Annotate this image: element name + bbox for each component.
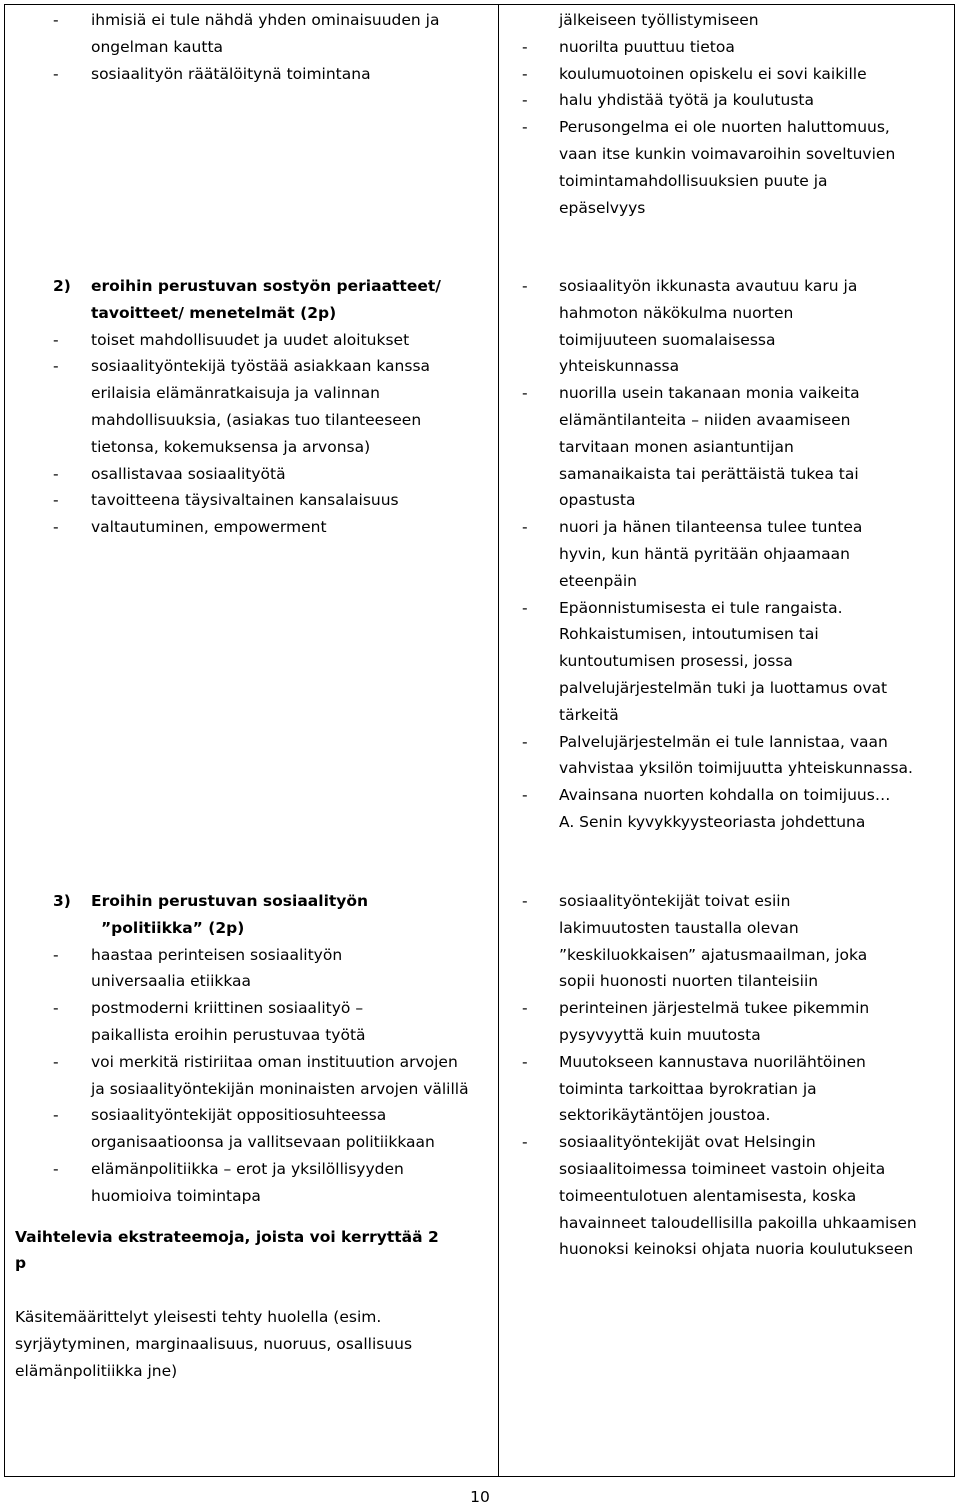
section2-heading-line1: eroihin perustuvan sostyön periaatteet/ <box>91 277 441 295</box>
list-item: - ihmisiä ei tule nähdä yhden ominaisuuden ja ongelman kautta <box>15 7 471 61</box>
section3-left <box>15 888 485 1385</box>
list-item: - nuorilta puuttuu tietoa <box>513 34 945 61</box>
list-item: - valtautuminen, empowerment <box>15 514 485 541</box>
section2-heading <box>15 273 485 327</box>
list-item: - sosiaalityön ikkunasta avautuu karu ja hahmoton näkökulma nuorten toimijuuteen suomalaisessa yhteiskunnassa <box>513 273 884 380</box>
section2-left <box>15 273 485 541</box>
page-number: 10 <box>470 1488 490 1506</box>
section3-right-list <box>513 888 945 1263</box>
section2-right <box>513 273 945 836</box>
list-item: - tavoitteena täysivaltainen kansalaisuus <box>15 487 485 514</box>
list-item: - sosiaalityöntekijät ovat Helsingin sosiaalitoimessa toimineet vastoin ohjeita toimeentulotuen alentamisesta, koska havainneet taloudellisilla pakoilla uhkaamisen huonoksi keinoksi ohjata nuoria koulutukseen <box>513 1129 939 1263</box>
list-item: - Epäonnistumisesta ei tule rangaista. Rohkaistumisen, intoutumisen tai kuntoutumisen prosessi, jossa palvelujärjestelmän tuki ja luottamus ovat tärkeitä <box>513 595 914 729</box>
list-item: - postmoderni kriittinen sosiaalityö – paikallista eroihin perustuvaa työtä <box>15 995 411 1049</box>
list-item: - sosiaalityön räätälöitynä toimintana <box>15 61 485 88</box>
section2-right-list <box>513 273 945 836</box>
continued-text: jälkeiseen työllistymiseen <box>559 11 759 29</box>
definitions-note: Käsitemäärittelyt yleisesti tehty huolella (esim. syrjäytyminen, marginaalisuus, nuoruus, osallisuus elämänpolitiikka jne) <box>15 1308 413 1380</box>
section1-right-list <box>513 34 945 222</box>
section3-heading-line2: ”politiikka” (2p) <box>101 918 245 937</box>
list-item: - voi merkitä ristiriitaa oman instituution arvojen ja sosiaalityöntekijän moninaisten arvojen välillä <box>15 1049 471 1103</box>
list-item: - elämänpolitiikka – erot ja yksilöllisyyden huomioiva toimintapa <box>15 1156 461 1210</box>
section1-left <box>15 7 485 87</box>
section3-heading-line1: Eroihin perustuvan sosiaalityön <box>91 892 369 910</box>
list-item: - koulumuotoinen opiskelu ei sovi kaikille <box>513 61 945 88</box>
list-item: - sosiaalityöntekijät oppositiosuhteessa organisaatioonsa ja vallitsevaan politiikkaan <box>15 1102 451 1156</box>
section1-left-list <box>15 7 485 87</box>
list-item: - Perusongelma ei ole nuorten haluttomuus, vaan itse kunkin voimavaroihin soveltuvien toimintamahdollisuuksien puute ja epäselvyys <box>513 114 914 221</box>
list-item: - Palvelujärjestelmän ei tule lannistaa, vaan vahvistaa yksilön toimijuutta yhteiskunnassa. <box>513 729 914 783</box>
list-item: - haastaa perinteisen sosiaalityön universaalia etiikkaa <box>15 942 391 996</box>
list-item: - osallistavaa sosiaalityötä <box>15 461 485 488</box>
list-item: - perinteinen järjestelmä tukee pikemmin pysyvyyttä kuin muutosta <box>513 995 904 1049</box>
section2-heading-line2: tavoitteet/ menetelmät (2p) <box>91 303 337 322</box>
content-table <box>4 4 955 1477</box>
section3-number: 3) <box>53 892 71 910</box>
section3-left-list <box>15 942 485 1210</box>
section2-left-list <box>15 327 485 541</box>
section3-heading <box>15 888 485 942</box>
list-item: - nuori ja hänen tilanteensa tulee tuntea hyvin, kun häntä pyritään ohjaamaan eteenpäin <box>513 514 889 594</box>
list-item: - halu yhdistää työtä ja koulutusta <box>513 87 945 114</box>
list-item: - nuorilla usein takanaan monia vaikeita elämäntilanteita – niiden avaamiseen tarvitaan monen asiantuntijan samanaikaista tai perättäistä tukea tai opastusta <box>513 380 904 514</box>
section3-right <box>513 888 945 1263</box>
column-divider <box>498 5 499 1476</box>
extra-themes-note: Vaihtelevia ekstrateemoja, joista voi kerryttää 2 p <box>15 1227 439 1273</box>
list-item: - sosiaalityöntekijät toivat esiin lakimuutosten taustalla olevan ”keskiluokkaisen” ajatusmaailman, joka sopii huonosti nuorten tilanteisiin <box>513 888 904 995</box>
list-item: - sosiaalityöntekijä työstää asiakkaan kanssa erilaisia elämänratkaisuja ja valinnan mahdollisuuksia, (asiakas tuo tilanteeseen tietonsa, kokemuksensa ja arvonsa) <box>15 353 451 460</box>
list-item: - toiset mahdollisuudet ja uudet aloitukset <box>15 327 485 354</box>
section1-right <box>513 7 945 221</box>
section2-number: 2) <box>53 277 71 295</box>
list-item: - Muutokseen kannustava nuorilähtöinen toiminta tarkoittaa byrokratian ja sektorikäytäntöjen joustoa. <box>513 1049 904 1129</box>
list-item: - Avainsana nuorten kohdalla on toimijuus… A. Senin kyvykkyysteoriasta johdettuna <box>513 782 909 836</box>
